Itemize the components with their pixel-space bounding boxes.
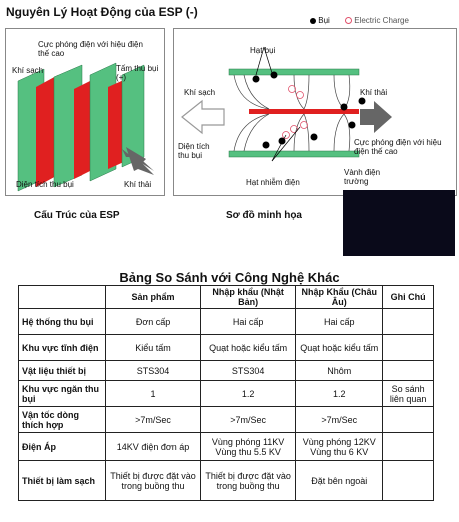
table-header-row — [19, 286, 434, 309]
table-row: Vận tốc dòng thích hợp >7m/Sec >7m/Sec >7m/Sec — [19, 407, 434, 433]
header-cell: Nhập khẩu (Nhật Bản) — [201, 286, 296, 309]
esp-principle-figure — [174, 29, 456, 195]
header-cell: Ghi Chú — [383, 286, 434, 309]
right-label-field: Vành điện trường — [344, 168, 381, 186]
left-label-collect: Diện tích thu bụi — [16, 180, 74, 189]
esp-principle-diagram — [173, 28, 457, 196]
left-caption: Cấu Trúc của ESP — [34, 210, 120, 221]
left-label-corona: Cực phóng điện với hiệu điện thế cao — [38, 40, 143, 58]
right-label-corona: Cực phóng điện với hiệu điện thế cao — [354, 138, 442, 156]
right-label-collect: Diện tích thu bụi — [178, 142, 210, 160]
page-title: Nguyên Lý Hoạt Động của ESP (-) — [6, 5, 198, 19]
legend-charge: Electric Charge — [345, 16, 409, 25]
left-label-clean: Khí sạch — [12, 66, 44, 75]
right-caption: Sơ đồ minh họa — [226, 210, 302, 221]
table-row: Hệ thống thu bụi Đơn cấp Hai cấp Hai cấp — [19, 309, 434, 335]
charge-circle-icon — [345, 17, 352, 24]
legend-dust: Bụi — [310, 16, 330, 25]
header-cell: Nhập Khẩu (Châu Âu) — [296, 286, 383, 309]
table-title: Bảng So Sánh với Công Nghệ Khác — [119, 270, 340, 285]
right-label-exhaust: Khí thải — [360, 88, 388, 97]
table-row: Thiết bị làm sạch Thiết bị được đặt vào trong buồng thu Thiết bị được đặt vào trong buồng thu Đặt bên ngoài — [19, 461, 434, 501]
left-label-plate: Tấm thu bụi (+) — [116, 64, 159, 82]
table-row: Khu vực ngăn thu bụi 1 1.2 1.2 So sánh liên quan — [19, 381, 434, 407]
right-label-clean: Khí sạch — [184, 88, 216, 97]
header-cell — [19, 286, 106, 309]
header-cell: Sản phẩm — [106, 286, 201, 309]
table-row: Điện Áp 14KV điện đơn áp Vùng phóng 11KV Vùng thu 5.5 KV Vùng phóng 12KV Vùng thu 6 KV — [19, 433, 434, 461]
dust-dot-icon — [310, 18, 316, 24]
right-label-charged: Hạt nhiễm điện — [246, 178, 300, 187]
table-row: Vật liệu thiết bị STS304 STS304 Nhôm — [19, 361, 434, 381]
left-label-exhaust: Khí thải — [124, 180, 152, 189]
dark-image-block — [343, 190, 455, 256]
right-label-dust: Hạt bụi — [250, 46, 276, 55]
table-row: Khu vực tĩnh điện Kiểu tấm Quạt hoặc kiểu tấm Quạt hoặc kiểu tấm — [19, 335, 434, 361]
comparison-table — [18, 285, 434, 501]
